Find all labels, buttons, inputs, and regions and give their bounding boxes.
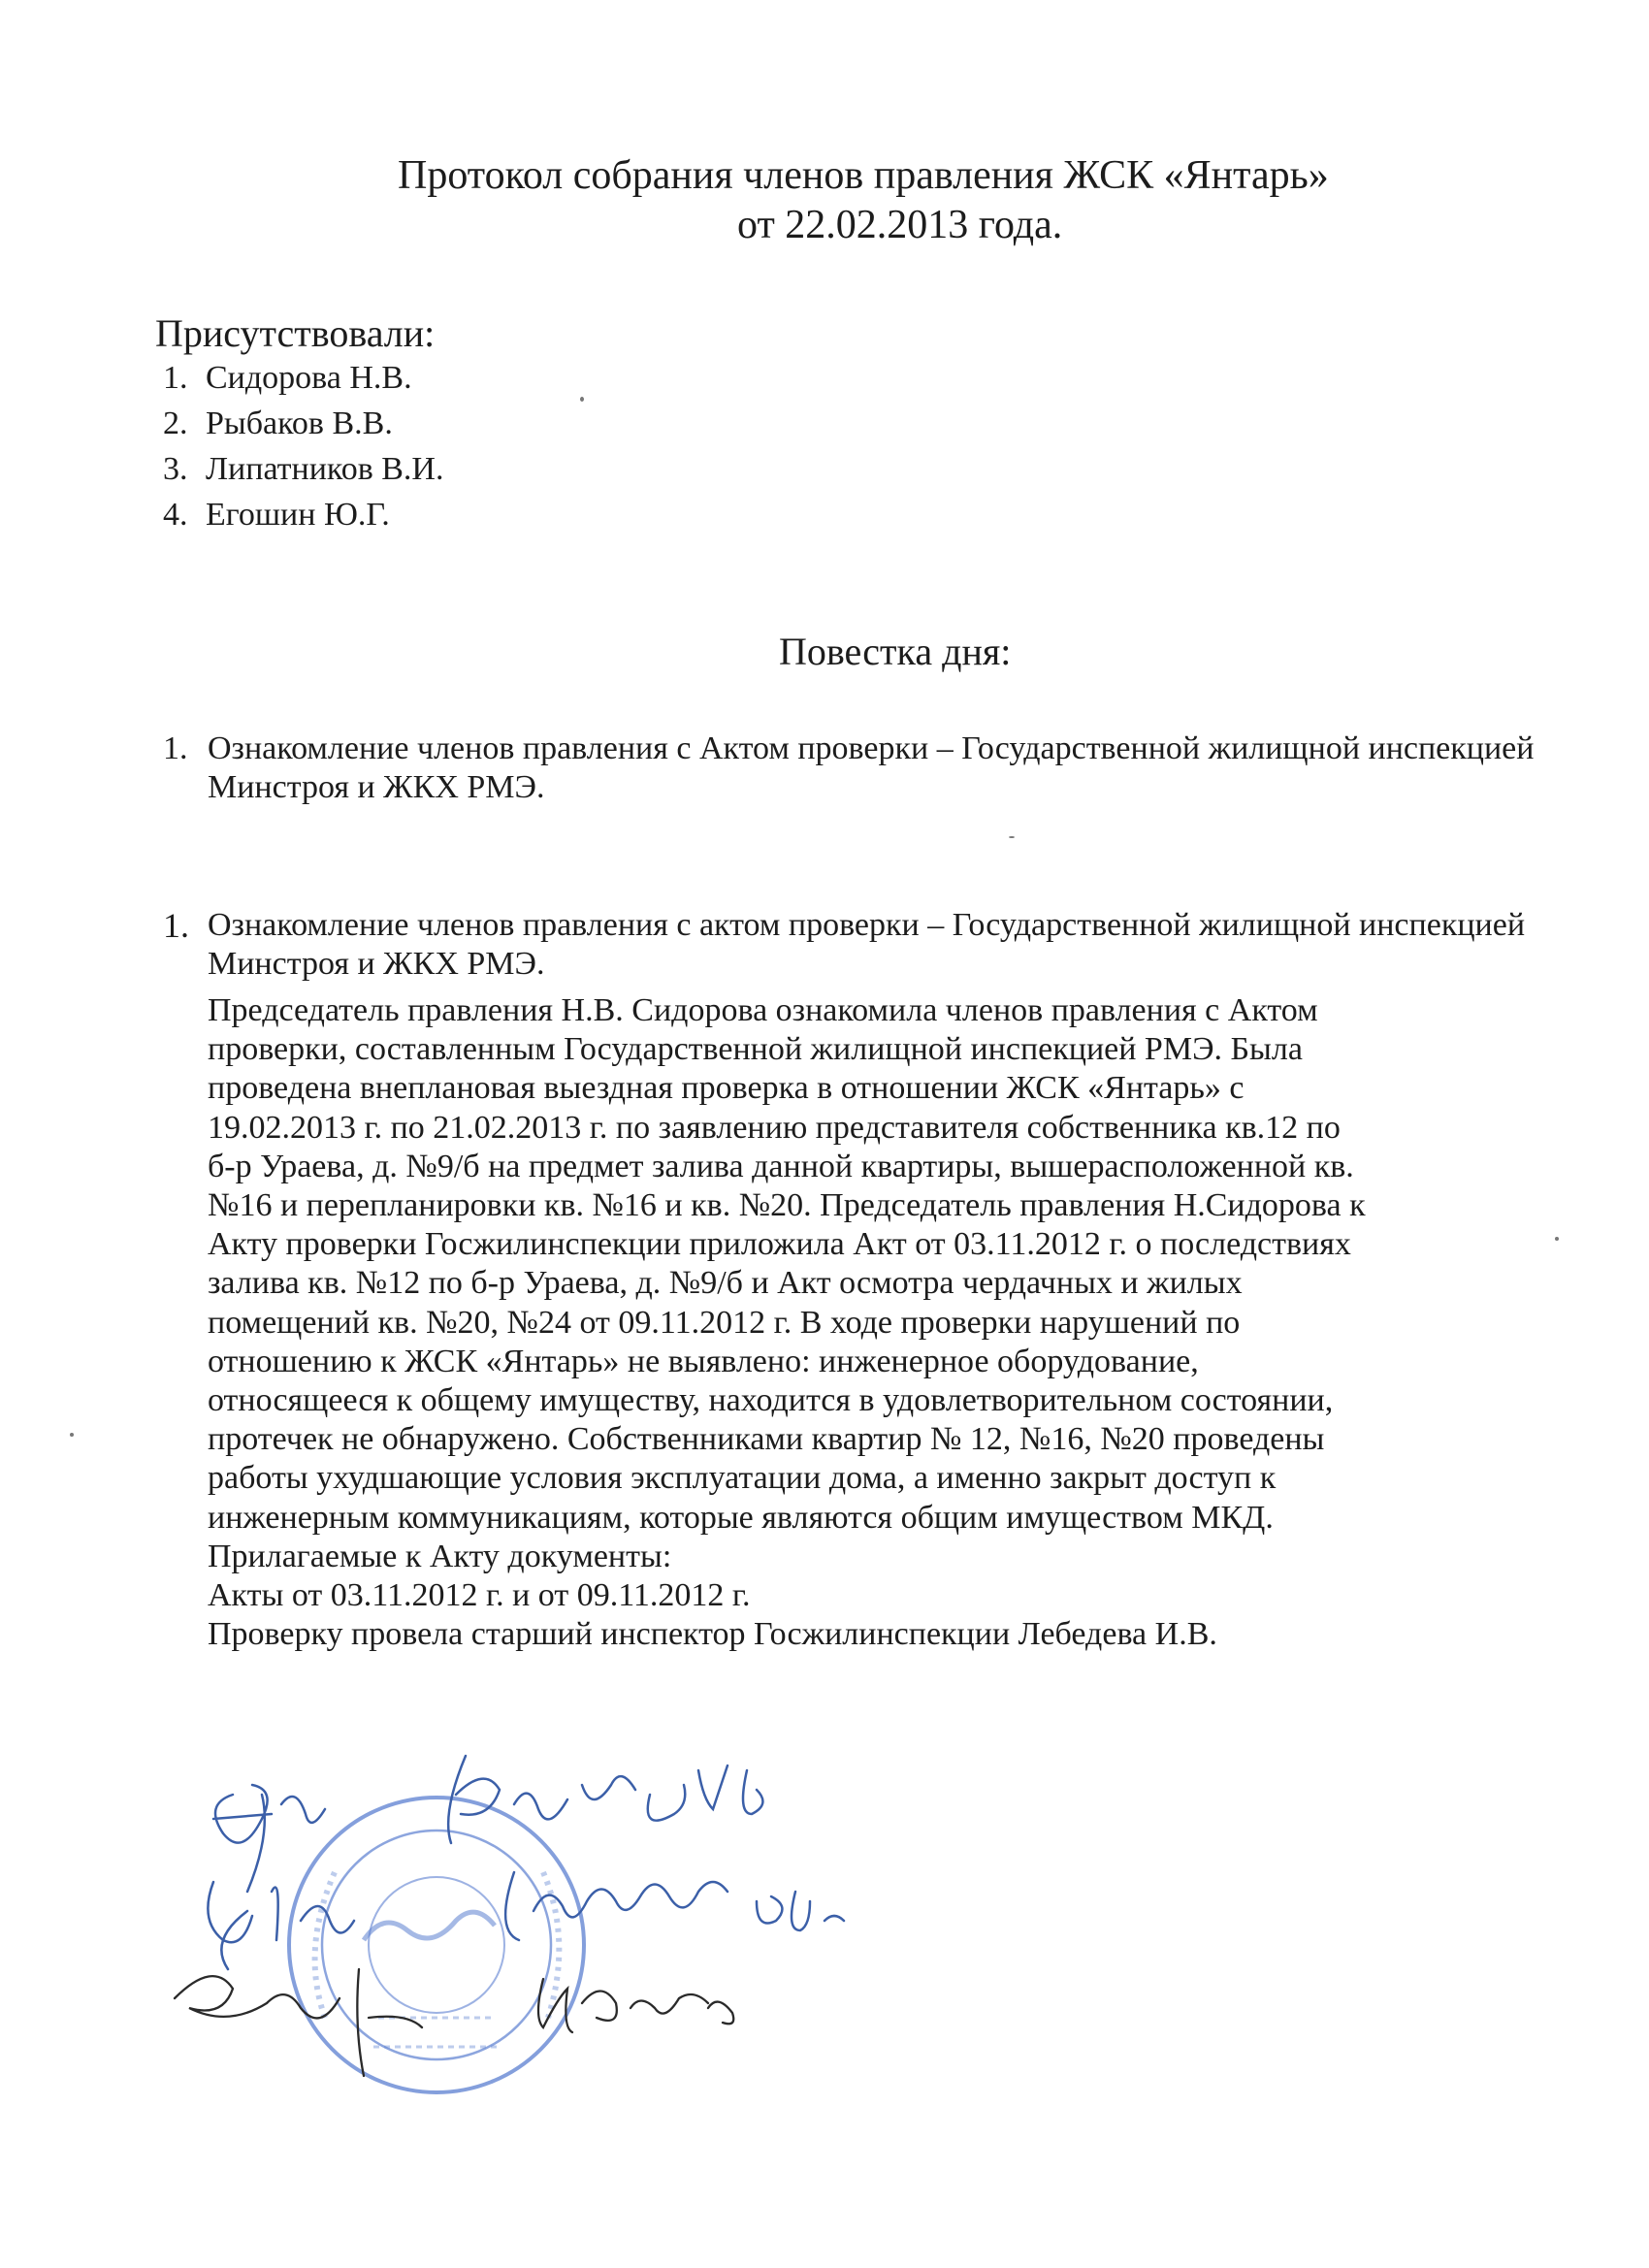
signature-2 [208, 1872, 844, 1969]
signatures-and-stamp [155, 1727, 951, 2095]
body-line: Председатель правления Н.В. Сидорова ознакомила членов правления с Актом [208, 992, 1318, 1028]
title-line-2: от 22.02.2013 года. [737, 203, 1063, 247]
body-line: 19.02.2013 г. по 21.02.2013 г. по заявлению представителя собственника кв.12 по [208, 1109, 1341, 1146]
body-line: б-р Ураева, д. №9/б на предмет залива данной квартиры, вышерасположенной кв. [208, 1148, 1354, 1184]
body-line: Акту проверки Госжилинспекции приложила Акт от 03.11.2012 г. о последствиях [208, 1226, 1351, 1263]
attendee-name: Сидорова Н.В. [206, 360, 412, 396]
attendee-number: 4. [163, 497, 188, 533]
scan-speck [580, 397, 584, 402]
attendee-name: Егошин Ю.Г. [206, 497, 390, 533]
attendee-number: 1. [163, 360, 188, 396]
body-line: проверки, составленным Государственной жилищной инспекцией РМЭ. Была [208, 1031, 1303, 1068]
body-line: проведена внеплановая выездная проверка в отношении ЖСК «Янтарь» с [208, 1070, 1245, 1107]
discussion-body [208, 991, 1566, 1654]
discussion-item [163, 906, 1550, 984]
agenda-item [163, 729, 1550, 807]
body-line: протечек не обнаружено. Собственниками квартир № 12, №16, №20 проведены [208, 1421, 1325, 1458]
discussion-item-title: Ознакомление членов правления с актом проверки – Государственной жилищной инспекцией Минстроя и ЖКХ РМЭ. [208, 907, 1526, 982]
attendees-heading: Присутствовали: [155, 311, 436, 355]
scan-speck [70, 1433, 74, 1437]
body-line: инженерным коммуникациям, которые являются общим имуществом МКД. [208, 1499, 1274, 1536]
body-line: относящееся к общему имуществу, находится в удовлетворительном состоянии, [208, 1382, 1334, 1419]
attendee-item [163, 446, 444, 492]
attendee-name: Липатников В.И. [206, 451, 444, 487]
agenda-item-number: 1. [163, 730, 188, 766]
attendee-item [163, 355, 444, 401]
attendee-item [163, 401, 444, 446]
attendees-list [163, 355, 444, 537]
body-line: работы ухудшающие условия эксплуатации дома, а именно закрыт доступ к [208, 1460, 1277, 1497]
attendee-item [163, 492, 444, 537]
attendee-name: Рыбаков В.В. [206, 405, 393, 441]
signature-3 [175, 1969, 733, 2076]
discussion-item-number: 1. [163, 906, 189, 945]
body-line: помещений кв. №20, №24 от 09.11.2012 г. В ходе проверки нарушений по [208, 1304, 1241, 1341]
body-line: залива кв. №12 по б-р Ураева, д. №9/б и Акт осмотра чердачных и жилых [208, 1265, 1243, 1302]
agenda-item-text: Ознакомление членов правления с Актом проверки – Государственной жилищной инспекцией Минстроя и ЖКХ РМЭ. [208, 730, 1535, 805]
scan-speck [1009, 836, 1015, 838]
scan-speck [1555, 1237, 1559, 1241]
attendee-number: 2. [163, 405, 188, 441]
body-line: Прилагаемые к Акту документы: [208, 1538, 672, 1574]
body-line: №16 и перепланировки кв. №16 и кв. №20. Председатель правления Н.Сидорова к [208, 1187, 1366, 1224]
attendee-number: 3. [163, 451, 188, 487]
seal-stamp [289, 1798, 584, 2092]
title-line-1: Протокол собрания членов правления ЖСК «Янтарь» [398, 153, 1329, 198]
signatures-area [155, 1727, 951, 2095]
agenda-heading: Повестка дня: [779, 630, 1012, 673]
body-line: Акты от 03.11.2012 г. и от 09.11.2012 г. [208, 1577, 751, 1614]
body-line: Проверку провела старший инспектор Госжилинспекции Лебедева И.В. [208, 1616, 1217, 1653]
body-line: отношению к ЖСК «Янтарь» не выявлено: инженерное оборудование, [208, 1343, 1199, 1379]
signature-1 [213, 1756, 762, 1892]
